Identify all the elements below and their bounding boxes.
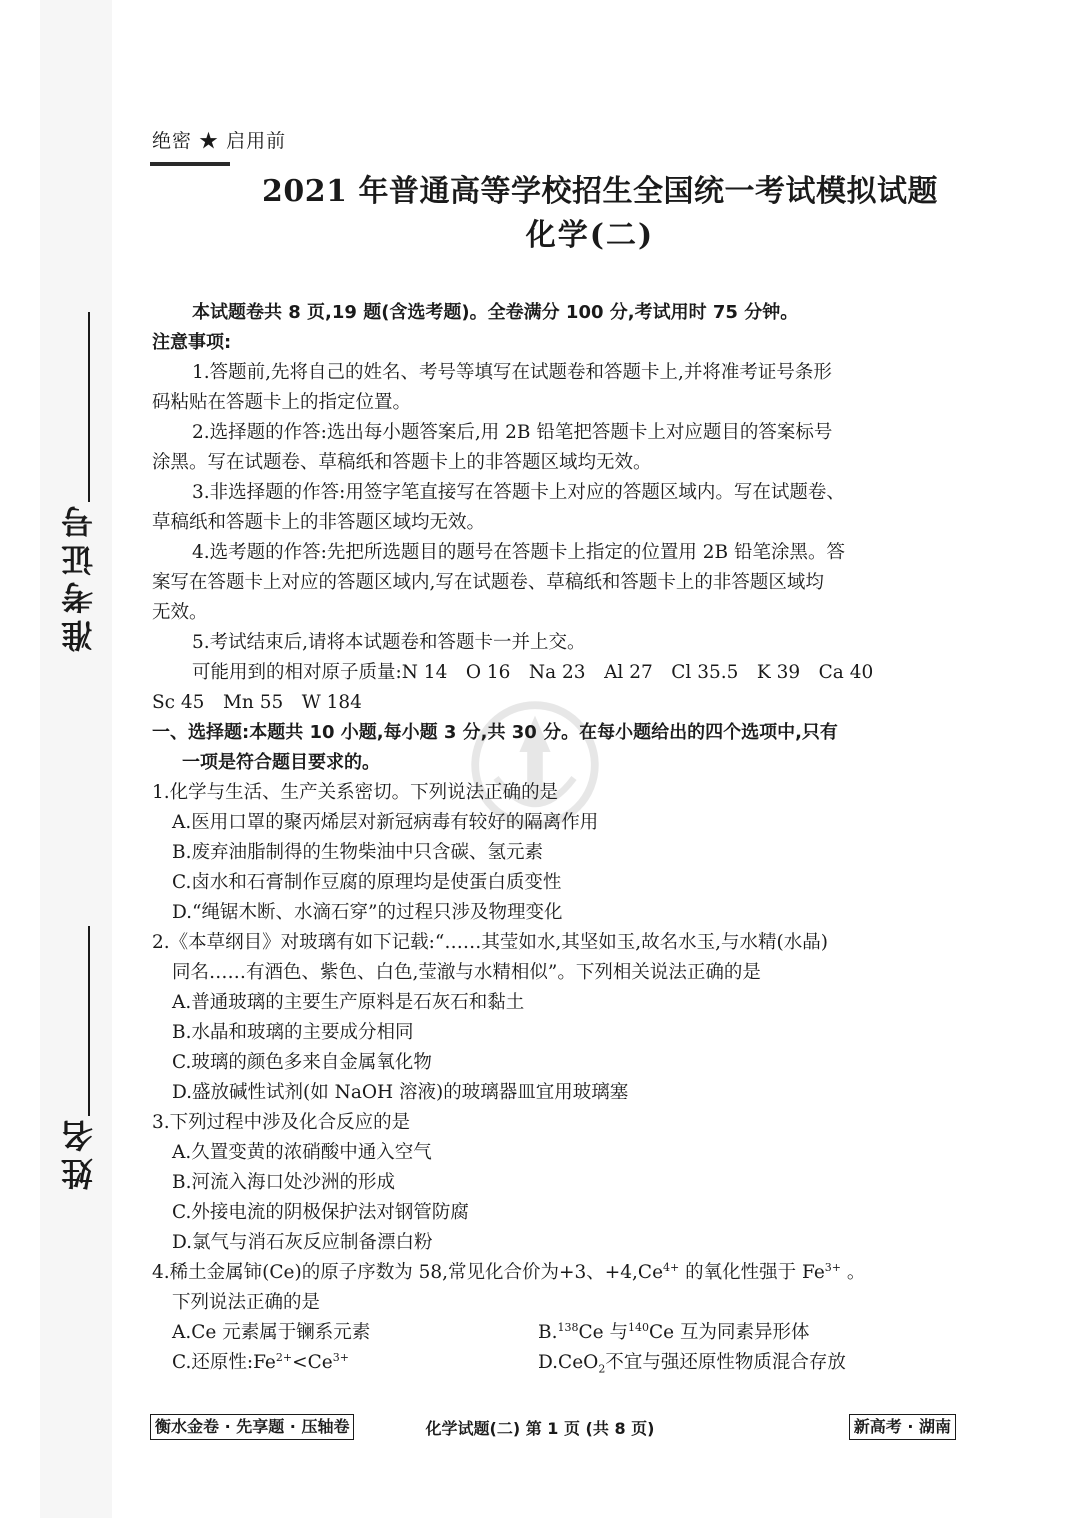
notice-5: 5.考试结束后,请将本试题卷和答题卡一并上交。 (192, 632, 586, 653)
atomic-mass-line2: Sc 45 Mn 55 W 184 (152, 692, 362, 713)
exam-id-line (88, 312, 90, 502)
q4-option-b: B.$^{138}$Ce 与$^{140}$Ce 互为同素异形体 (538, 1320, 810, 1343)
exam-title: 2021 年普通高等学校招生全国统一考试模拟试题 (262, 174, 938, 209)
intro-text: 本试题卷共 8 页,19 题(含选考题)。全卷满分 100 分,考试用时 75 分钟。 (192, 302, 799, 323)
notice-title: 注意事项: (152, 332, 232, 353)
name-line (88, 926, 90, 1116)
notice-1b: 码粘贴在答题卡上的指定位置。 (152, 392, 412, 413)
atomic-mass-line1: 可能用到的相对原子质量:N 14 O 16 Na 23 Al 27 Cl 35.5 K 39 Ca 40 (192, 662, 874, 683)
q3-option-c: C.外接电流的阴极保护法对钢管防腐 (172, 1202, 469, 1223)
q4-option-d: D.CeO$_2$不宜与强还原性物质混合存放 (538, 1352, 846, 1376)
footer-series-label: 衡水金卷 · 先享题 · 压轴卷 (150, 1414, 354, 1440)
notice-3b: 草稿纸和答题卡上的非答题区域均无效。 (152, 512, 486, 533)
q1-option-d: D.“绳锯木断、水滴石穿”的过程只涉及物理变化 (172, 902, 563, 923)
q2-stem: 2.《本草纲目》对玻璃有如下记载:“……其莹如水,其坚如玉,故名水玉,与水精(水晶) (152, 932, 828, 953)
exam-body (152, 298, 958, 1378)
q2-option-c: C.玻璃的颜色多来自金属氧化物 (172, 1052, 432, 1073)
confidential-label: 绝密 ★ 启用前 (152, 130, 287, 152)
q1-stem: 1.化学与生活、生产关系密切。下列说法正确的是 (152, 782, 559, 803)
notice-1a: 1.答题前,先将自己的姓名、考号等填写在试题卷和答题卡上,并将准考证号条形 (192, 362, 832, 383)
q2-option-d: D.盛放碱性试剂(如 NaOH 溶液)的玻璃器皿宜用玻璃塞 (172, 1082, 629, 1103)
q4-stem-cont: 下列说法正确的是 (172, 1292, 321, 1313)
footer-page-label: 化学试题(二) 第 1 页 (共 8 页) (425, 1419, 655, 1438)
q3-option-d: D.氯气与消石灰反应制备漂白粉 (172, 1232, 433, 1253)
q4-option-a: A.Ce 元素属于镧系元素 (172, 1322, 371, 1343)
notice-4c: 无效。 (152, 602, 208, 623)
q2-stem-cont: 同名……有酒色、紫色、白色,莹澈与水精相似”。下列相关说法正确的是 (172, 962, 761, 983)
notice-4a: 4.选考题的作答:先把所选题目的题号在答题卡上指定的位置用 2B 铅笔涂黑。答 (192, 542, 846, 563)
q4-options-ab (152, 1318, 958, 1348)
q3-option-b: B.河流入海口处沙洲的形成 (172, 1172, 395, 1193)
section1-heading-cont: 一项是符合题目要求的。 (182, 752, 380, 773)
q3-option-a: A.久置变黄的浓硝酸中通入空气 (172, 1142, 432, 1163)
q1-option-b: B.废弃油脂制得的生物柴油中只含碳、氢元素 (172, 842, 543, 863)
notice-3a: 3.非选择题的作答:用签字笔直接写在答题卡上对应的答题区域内。写在试题卷、 (192, 482, 845, 503)
notice-4b: 案写在答题卡上对应的答题区域内,写在试题卷、草稿纸和答题卡上的非答题区域均 (152, 572, 824, 593)
q4-stem: 4.稀土金属铈(Ce)的原子序数为 58,常见化合价为+3、$+4,Ce^{4+}$ 的氧化性强于 $Fe^{3+}$ 。 (152, 1260, 866, 1283)
q1-option-c: C.卤水和石膏制作豆腐的原理均是使蛋白质变性 (172, 872, 562, 893)
q2-option-b: B.水晶和玻璃的主要成分相同 (172, 1022, 414, 1043)
name-label: 姓名 (60, 1114, 98, 1190)
exam-id-label: 准考证号 (60, 500, 98, 652)
q4-option-c: C.还原性$:Fe^{2+}<Ce^{3+}$ (172, 1350, 349, 1373)
q4-options-cd (152, 1348, 958, 1378)
q2-option-a: A.普通玻璃的主要生产原料是石灰石和黏土 (172, 992, 525, 1013)
notice-2a: 2.选择题的作答:选出每小题答案后,用 2B 铅笔把答题卡上对应题目的答案标号 (192, 422, 833, 443)
q3-stem: 3.下列过程中涉及化合反应的是 (152, 1112, 411, 1133)
notice-2b: 涂黑。写在试题卷、草稿纸和答题卡上的非答题区域均无效。 (152, 452, 652, 473)
q1-option-a: A.医用口罩的聚丙烯层对新冠病毒有较好的隔离作用 (172, 812, 599, 833)
exam-subtitle: 化学(二) (525, 218, 655, 253)
footer-region-label: 新高考 · 湖南 (849, 1414, 956, 1440)
section1-heading: 一、选择题:本题共 10 小题,每小题 3 分,共 30 分。在每小题给出的四个选项中,只有 (152, 722, 838, 743)
